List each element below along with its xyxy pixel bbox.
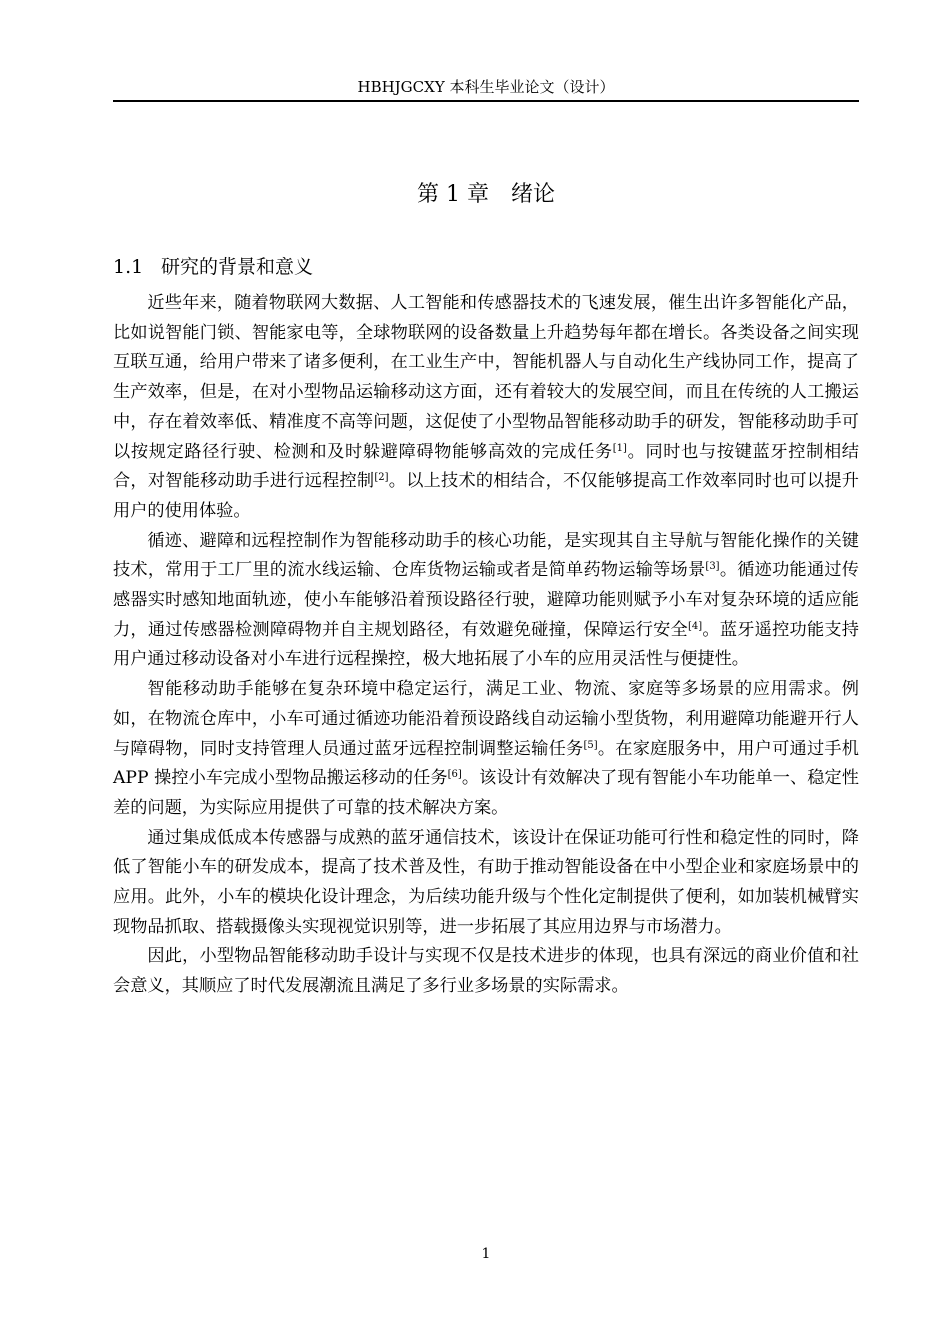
paragraph-text: 因此，小型物品智能移动助手设计与实现不仅是技术进步的体现，也具有深远的商业价值和社会意义，其顺应了时代发展潮流且满足了多行业多场景的实际需求。 [113,946,859,997]
chapter-name: 绪论 [510,182,555,207]
citation-2: [2] [374,472,389,484]
citation-1: [1] [612,442,627,454]
paragraph-text: 通过集成低成本传感器与成熟的蓝牙通信技术，该设计在保证功能可行性和稳定性的同时，降低了智能小车的研发成本，提高了技术普及性，有助于推动智能设备在中小型企业和家庭场景中的应用。此外，小车的模块化设计理念，为后续功能升级与个性化定制提供了便利，如加装机械臂实现物品抓取、搭载摄像头实现视觉识别等，进一步拓展了其应用边界与市场潜力。 [113,827,859,937]
page-number: 1 [481,1246,491,1262]
citation-3: [3] [705,561,720,573]
paragraph-text: 。同时也与按键蓝牙控制相结合，对智能移动助手进行远程控制 [113,441,859,492]
paragraph-2 [113,527,859,676]
section-number: 1.1 [113,256,144,278]
paragraph-text: 近些年来，随着物联网大数据、人工智能和传感器技术的飞速发展，催生出许多智能化产品，比如说智能门锁、智能家电等，全球物联网的设备数量上升趋势每年都在增长。各类设备之间实现互联互通，给用户带来了诸多便利，在工业生产中，智能机器人与自动化生产线协同工作，提高了生产效率，但是，在对小型物品运输移动这方面，还有着较大的发展空间，而且在传统的人工搬运中，存在着效率低、精准度不高等问题，这促使了小型物品智能移动助手的研发，智能移动助手可以按规定路径行驶、检测和及时躲避障碍物能够高效的完成任务 [113,293,859,462]
paragraph-text: 。循迹功能通过传感器实时感知地面轨迹，使小车能够沿着预设路径行驶，避障功能则赋予小车对复杂环境的适应能力，通过传感器检测障碍物并自主规划路径，有效避免碰撞，保障运行安全 [113,560,859,640]
citation-6: [6] [447,769,462,781]
citation-4: [4] [688,620,703,632]
page-header: HBHJGCXY 本科生毕业论文（设计） [357,78,615,96]
chapter-number: 第 1 章 [417,182,489,207]
paragraph-text: 智能移动助手能够在复杂环境中稳定运行，满足工业、物流、家庭等多场景的应用需求。例如，在物流仓库中，小车可通过循迹功能沿着预设路线自动运输小型货物，利用避障功能避开行人与障碍物，同时支持管理人员通过蓝牙远程控制调整运输任务 [113,679,859,759]
paragraph-4 [113,824,859,943]
paragraph-text: 循迹、避障和远程控制作为智能移动助手的核心功能，是实现其自主导航与智能化操作的关键技术，常用于工厂里的流水线运输、仓库货物运输或者是简单药物运输等场景 [113,530,859,581]
paragraph-text: 。以上技术的相结合，不仅能够提高工作效率同时也可以提升用户的使用体验。 [113,471,859,521]
body-text [113,289,859,1002]
paragraph-text: 。在家庭服务中，用户可通过手机 APP 操控小车完成小型物品搬运移动的任务 [113,738,859,789]
section-title [113,252,313,282]
paragraph-1 [113,289,859,527]
chapter-title [113,178,859,212]
header-divider [113,100,859,102]
paragraph-3 [113,675,859,824]
citation-5: [5] [583,739,598,751]
section-name: 研究的背景和意义 [161,256,314,278]
paragraph-5 [113,942,859,1001]
paragraph-text: 。蓝牙遥控功能支持用户通过移动设备对小车进行远程操控，极大地拓展了小车的应用灵活性与便捷性。 [113,619,859,670]
paragraph-text: 。该设计有效解决了现有智能小车功能单一、稳定性差的问题，为实际应用提供了可靠的技术解决方案。 [113,768,859,818]
